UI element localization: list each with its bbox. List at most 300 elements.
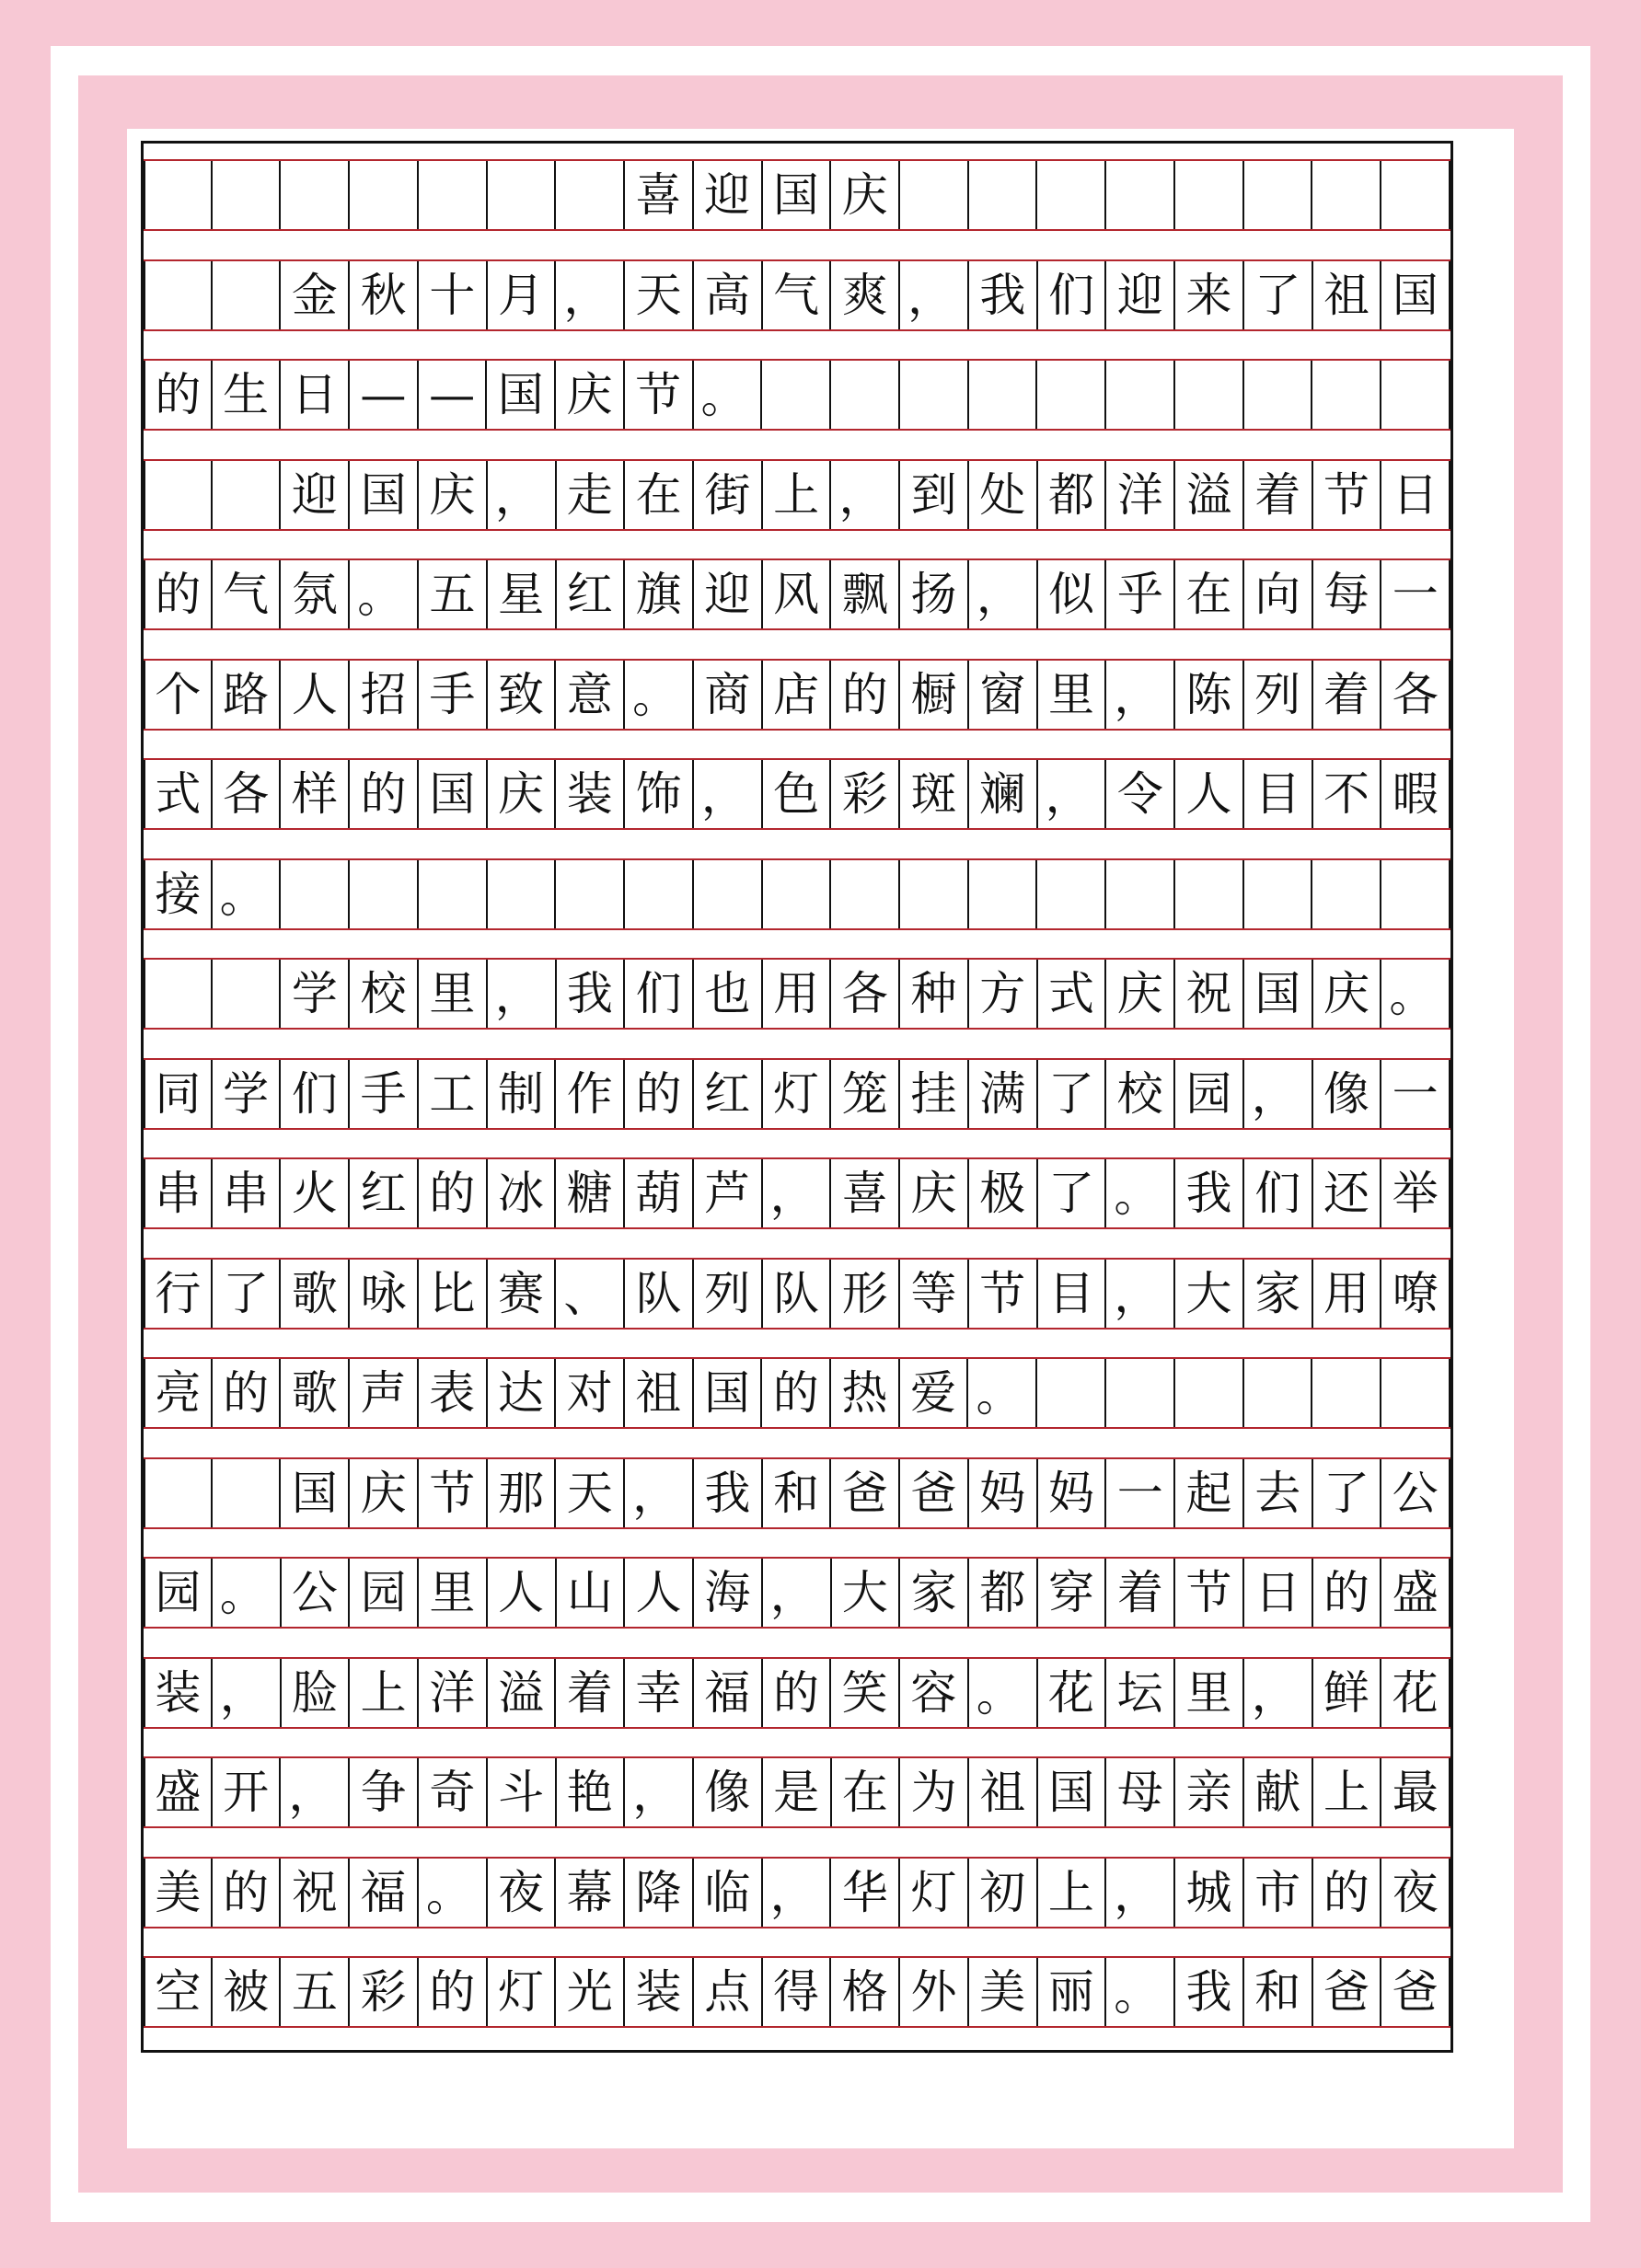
grid-cell: 生	[213, 361, 282, 429]
grid-cell: 在	[832, 1758, 901, 1826]
grid-cell: 。	[968, 1359, 1037, 1427]
grid-cell: 行	[144, 1260, 213, 1328]
grid-cell: 招	[350, 661, 419, 729]
grid-cell: 像	[694, 1758, 763, 1826]
grid-cell: —	[350, 361, 419, 429]
grid-cell	[213, 161, 282, 229]
grid-cell: 灯	[488, 1958, 557, 2026]
grid-cell: 制	[488, 1060, 557, 1128]
grid-cell: 彩	[831, 760, 900, 828]
grid-cell: 初	[969, 1859, 1038, 1927]
grid-cell: 装	[144, 1659, 213, 1727]
grid-cell: 祖	[969, 1758, 1038, 1826]
grid-cell: 上	[763, 461, 832, 529]
grid-cell: ，	[763, 1559, 832, 1627]
grid-cell: 山	[557, 1559, 626, 1627]
grid-cell: 美	[969, 1958, 1038, 2026]
grid-cell: 着	[556, 1659, 625, 1727]
grid-row	[144, 659, 1450, 731]
grid-cell: 斑	[900, 760, 969, 828]
grid-cell: 夜	[488, 1859, 557, 1927]
grid-cell: 了	[1244, 261, 1313, 329]
grid-cell: 脸	[282, 1659, 351, 1727]
grid-cell: 起	[1175, 1459, 1244, 1527]
grid-cell: 最	[1381, 1758, 1450, 1826]
grid-cell: 笼	[831, 1060, 900, 1128]
grid-cell: 庆	[1313, 960, 1382, 1028]
grid-cell: 天	[625, 261, 694, 329]
grid-cell	[144, 1459, 213, 1527]
grid-cell: 和	[763, 1459, 832, 1527]
grid-cell: 开	[213, 1758, 282, 1826]
grid-composition-sheet	[141, 141, 1453, 2053]
grid-cell: 。	[1106, 1159, 1175, 1227]
grid-cell: 大	[832, 1559, 901, 1627]
grid-cell: 赛	[488, 1260, 557, 1328]
grid-cell	[1381, 161, 1450, 229]
grid-cell: 式	[1038, 960, 1107, 1028]
grid-cell: 灯	[763, 1060, 832, 1128]
grid-cell: 还	[1313, 1159, 1382, 1227]
grid-cell: 花	[1381, 1659, 1450, 1727]
grid-cell	[1037, 361, 1106, 429]
grid-cell: 星	[488, 560, 557, 628]
grid-cell: 节	[419, 1459, 488, 1527]
grid-cell: 去	[1244, 1459, 1313, 1527]
grid-cell: 人	[281, 661, 350, 729]
grid-row	[144, 1357, 1450, 1429]
grid-cell	[762, 361, 831, 429]
grid-cell: 各	[831, 960, 900, 1028]
grid-cell: 队	[625, 1260, 694, 1328]
grid-cell: 庆	[556, 361, 625, 429]
grid-cell: ，	[1244, 1659, 1313, 1727]
grid-cell: 庆	[1106, 960, 1175, 1028]
grid-cell: 每	[1313, 560, 1382, 628]
grid-cell: 亲	[1175, 1758, 1244, 1826]
grid-cell: 了	[1038, 1060, 1107, 1128]
grid-cell: 的	[144, 560, 213, 628]
grid-cell: 的	[144, 361, 213, 429]
grid-cell: 表	[419, 1359, 488, 1427]
grid-cell: ，	[625, 1459, 694, 1527]
grid-cell: ，	[213, 1659, 282, 1727]
grid-cell: 秋	[350, 261, 419, 329]
grid-cell: ，	[900, 261, 969, 329]
grid-cell: ，	[1106, 1859, 1175, 1927]
grid-cell: 喜	[625, 161, 694, 229]
grid-cell: 校	[1106, 1060, 1175, 1128]
grid-cell: 爱	[900, 1359, 969, 1427]
grid-cell: 暇	[1381, 760, 1450, 828]
grid-cell: 着	[1313, 661, 1382, 729]
grid-cell	[969, 361, 1038, 429]
grid-cell: 歌	[281, 1359, 350, 1427]
grid-cell: 的	[762, 1359, 831, 1427]
grid-cell: 不	[1313, 760, 1382, 828]
grid-cell: 祝	[281, 1859, 350, 1927]
grid-cell: 。	[213, 860, 282, 928]
grid-cell: 都	[969, 1559, 1038, 1627]
grid-cell: ，	[556, 261, 625, 329]
grid-cell	[144, 960, 213, 1028]
grid-cell: 们	[281, 1060, 350, 1128]
grid-cell: 国	[1244, 960, 1313, 1028]
grid-cell: 上	[1313, 1758, 1382, 1826]
grid-cell: 令	[1106, 760, 1175, 828]
grid-cell: 那	[488, 1459, 557, 1527]
grid-cell	[1244, 161, 1313, 229]
grid-cell: 里	[1038, 661, 1107, 729]
grid-cell: 意	[556, 661, 625, 729]
grid-cell: 的	[763, 1659, 832, 1727]
grid-cell: 处	[969, 461, 1038, 529]
grid-cell: 路	[213, 661, 282, 729]
grid-cell: 着	[1106, 1559, 1175, 1627]
grid-cell: 似	[1038, 560, 1107, 628]
grid-cell: 来	[1175, 261, 1244, 329]
grid-cell: 的	[1313, 1859, 1382, 1927]
grid-cell	[1381, 860, 1450, 928]
grid-cell: 红	[350, 1159, 419, 1227]
grid-cell: 的	[419, 1958, 488, 2026]
grid-cell: 临	[694, 1859, 763, 1927]
grid-cell: 橱	[900, 661, 969, 729]
grid-cell: 种	[900, 960, 969, 1028]
grid-cell	[350, 161, 419, 229]
grid-cell: 的	[419, 1159, 488, 1227]
grid-row	[144, 858, 1450, 930]
grid-cell: 旗	[625, 560, 694, 628]
grid-row	[144, 1157, 1450, 1229]
grid-cell: 公	[1381, 1459, 1450, 1527]
grid-cell	[969, 161, 1038, 229]
grid-row	[144, 758, 1450, 830]
grid-cell: 我	[694, 1459, 763, 1527]
grid-cell: 大	[1175, 1260, 1244, 1328]
grid-cell	[1312, 860, 1381, 928]
grid-row	[144, 958, 1450, 1030]
grid-cell: 式	[144, 760, 213, 828]
grid-cell: 极	[969, 1159, 1038, 1227]
grid-cell: 国	[763, 161, 832, 229]
grid-cell: 我	[1175, 1958, 1244, 2026]
grid-cell: 祖	[1313, 261, 1382, 329]
grid-cell: 国	[419, 760, 488, 828]
grid-cell	[1312, 361, 1381, 429]
grid-cell: 目	[1038, 1260, 1107, 1328]
grid-cell: 人	[488, 1559, 557, 1627]
grid-cell: 们	[1244, 1159, 1313, 1227]
grid-cell: 灯	[900, 1859, 969, 1927]
grid-cell: 满	[969, 1060, 1038, 1128]
grid-cell: 达	[488, 1359, 557, 1427]
grid-cell: 是	[763, 1758, 832, 1826]
grid-cell	[144, 461, 213, 529]
grid-cell: 母	[1106, 1758, 1175, 1826]
grid-cell: 市	[1244, 1859, 1313, 1927]
grid-cell: 迎	[694, 560, 763, 628]
grid-cell: 祝	[1175, 960, 1244, 1028]
grid-cell: 芦	[694, 1159, 763, 1227]
grid-cell: 节	[969, 1260, 1038, 1328]
grid-cell: 乎	[1106, 560, 1175, 628]
grid-cell: 爽	[831, 261, 900, 329]
grid-cell: 和	[1244, 1958, 1313, 2026]
grid-cell: —	[419, 361, 488, 429]
grid-cell: 学	[281, 960, 350, 1028]
grid-cell: 街	[694, 461, 763, 529]
grid-cell: 饰	[625, 760, 694, 828]
grid-cell: 学	[213, 1060, 282, 1128]
grid-cell: 到	[900, 461, 969, 529]
grid-cell: 溢	[488, 1659, 557, 1727]
grid-cell: 迎	[694, 161, 763, 229]
grid-cell: 用	[1313, 1260, 1382, 1328]
grid-cell: 了	[1038, 1159, 1107, 1227]
grid-cell: ，	[1106, 661, 1175, 729]
grid-cell: ，	[488, 960, 557, 1028]
grid-cell: 点	[694, 1958, 763, 2026]
grid-cell: 我	[1175, 1159, 1244, 1227]
grid-cell: 穿	[1038, 1559, 1107, 1627]
grid-cell: 。	[1381, 960, 1450, 1028]
grid-cell: 斓	[969, 760, 1038, 828]
grid-cell: 冰	[488, 1159, 557, 1227]
grid-cell	[1037, 860, 1106, 928]
grid-cell	[1106, 1359, 1175, 1427]
grid-cell: 我	[557, 960, 626, 1028]
grid-cell: 陈	[1175, 661, 1244, 729]
grid-cell: 向	[1244, 560, 1313, 628]
grid-cell: 装	[625, 1958, 694, 2026]
grid-row	[144, 1657, 1450, 1729]
grid-row	[144, 558, 1450, 630]
grid-cell: 气	[213, 560, 282, 628]
grid-cell: ，	[625, 1758, 694, 1826]
grid-cell	[488, 161, 557, 229]
grid-cell: 盛	[144, 1758, 213, 1826]
grid-row	[144, 159, 1450, 231]
grid-row	[144, 1756, 1450, 1828]
grid-cell: 着	[1244, 461, 1313, 529]
grid-cell: 为	[900, 1758, 969, 1826]
grid-cell: 。	[969, 1659, 1038, 1727]
grid-cell: 国	[694, 1359, 763, 1427]
grid-cell: 节	[1175, 1559, 1244, 1627]
grid-cell	[556, 860, 625, 928]
grid-cell: 像	[1313, 1060, 1382, 1128]
grid-cell	[1106, 161, 1175, 229]
grid-cell: 降	[625, 1859, 694, 1927]
grid-cell: 美	[144, 1859, 213, 1927]
grid-cell: 队	[763, 1260, 832, 1328]
grid-cell: 空	[144, 1958, 213, 2026]
grid-cell: 天	[556, 1459, 625, 1527]
grid-cell: ，	[1244, 1060, 1313, 1128]
grid-cell	[213, 461, 282, 529]
grid-cell: 庆	[831, 161, 900, 229]
grid-cell: 金	[281, 261, 350, 329]
grid-cell: 高	[694, 261, 763, 329]
grid-cell	[213, 960, 282, 1028]
grid-cell: 红	[694, 1060, 763, 1128]
grid-cell: 溢	[1175, 461, 1244, 529]
grid-cell: 争	[350, 1758, 419, 1826]
grid-cell: 人	[625, 1559, 694, 1627]
grid-cell: 盛	[1381, 1559, 1450, 1627]
grid-cell	[831, 361, 900, 429]
grid-cell: 在	[1175, 560, 1244, 628]
grid-cell	[1106, 860, 1175, 928]
grid-cell: ，	[969, 560, 1038, 628]
grid-cell: 彩	[350, 1958, 419, 2026]
grid-cell: 城	[1175, 1859, 1244, 1927]
grid-cell: 国	[487, 361, 556, 429]
grid-cell: 的	[831, 661, 900, 729]
grid-cell: 一	[1381, 1060, 1450, 1128]
grid-cell: 走	[557, 461, 626, 529]
grid-cell: 幕	[556, 1859, 625, 1927]
grid-cell: 斗	[488, 1758, 557, 1826]
grid-cell: 上	[350, 1659, 419, 1727]
grid-cell	[213, 1459, 282, 1527]
grid-cell: 咏	[350, 1260, 419, 1328]
grid-cell: 校	[350, 960, 419, 1028]
grid-cell: 五	[281, 1958, 350, 2026]
grid-cell: 糖	[556, 1159, 625, 1227]
grid-cell: 外	[900, 1958, 969, 2026]
grid-cell: 比	[419, 1260, 488, 1328]
grid-cell: 里	[419, 960, 488, 1028]
grid-cell: 葫	[625, 1159, 694, 1227]
grid-cell: 家	[900, 1559, 969, 1627]
grid-cell: 接	[144, 860, 213, 928]
grid-cell	[1175, 1359, 1244, 1427]
grid-cell: 国	[1038, 1758, 1107, 1826]
grid-cell	[281, 860, 350, 928]
grid-cell: 形	[831, 1260, 900, 1328]
grid-cell: 作	[556, 1060, 625, 1128]
grid-cell: 艳	[557, 1758, 626, 1826]
grid-cell	[831, 860, 900, 928]
grid-cell: ，	[281, 1758, 350, 1826]
grid-cell: 海	[694, 1559, 763, 1627]
grid-cell: 在	[625, 461, 694, 529]
grid-row	[144, 359, 1450, 431]
grid-cell: 、	[556, 1260, 625, 1328]
grid-row	[144, 259, 1450, 331]
grid-cell: ，	[1106, 1260, 1175, 1328]
grid-cell: 人	[1175, 760, 1244, 828]
grid-cell: 嘹	[1381, 1260, 1450, 1328]
grid-cell: 庆	[488, 760, 557, 828]
grid-row	[144, 1956, 1450, 2028]
grid-cell	[419, 860, 488, 928]
grid-cell: 上	[1038, 1859, 1107, 1927]
grid-cell	[281, 161, 350, 229]
grid-cell	[1244, 1359, 1313, 1427]
grid-cell: 的	[350, 760, 419, 828]
grid-cell: 店	[763, 661, 832, 729]
grid-cell	[1175, 161, 1244, 229]
grid-cell: 。	[625, 661, 694, 729]
grid-cell: 的	[625, 1060, 694, 1128]
grid-cell: 目	[1244, 760, 1313, 828]
grid-cell: 庆	[419, 461, 488, 529]
grid-cell: 挂	[900, 1060, 969, 1128]
grid-cell: 奇	[419, 1758, 488, 1826]
grid-cell	[488, 860, 557, 928]
grid-cell: 被	[213, 1958, 282, 2026]
grid-cell	[1106, 361, 1175, 429]
grid-cell: 装	[556, 760, 625, 828]
grid-cell: 氛	[281, 560, 350, 628]
grid-row	[144, 1457, 1450, 1529]
grid-cell: 同	[144, 1060, 213, 1128]
grid-cell: 商	[694, 661, 763, 729]
grid-cell: 日	[1244, 1559, 1313, 1627]
grid-cell: 迎	[281, 461, 350, 529]
grid-cell: 家	[1244, 1260, 1313, 1328]
grid-cell: ，	[763, 1159, 832, 1227]
grid-cell: 洋	[419, 1659, 488, 1727]
grid-cell: 火	[281, 1159, 350, 1227]
grid-cell: 个	[144, 661, 213, 729]
grid-cell: 节	[625, 361, 694, 429]
grid-cell: 坛	[1106, 1659, 1175, 1727]
grid-cell: 飘	[831, 560, 900, 628]
grid-cell: 扬	[900, 560, 969, 628]
grid-cell: 洋	[1106, 461, 1175, 529]
grid-cell: 幸	[625, 1659, 694, 1727]
grid-cell	[213, 261, 282, 329]
grid-cell: 夜	[1381, 1859, 1450, 1927]
grid-cell: 气	[763, 261, 832, 329]
grid-cell: 光	[556, 1958, 625, 2026]
grid-cell: 爸	[900, 1459, 969, 1527]
grid-cell: 喜	[831, 1159, 900, 1227]
grid-cell: 的	[1313, 1559, 1382, 1627]
grid-cell: 福	[350, 1859, 419, 1927]
grid-cell	[1244, 860, 1313, 928]
grid-cell: 国	[350, 461, 419, 529]
grid-cell: 手	[350, 1060, 419, 1128]
grid-row	[144, 459, 1450, 531]
grid-cell: 的	[213, 1359, 282, 1427]
grid-cell: 们	[1038, 261, 1107, 329]
grid-cell: 。	[694, 361, 763, 429]
grid-cell: 方	[969, 960, 1038, 1028]
grid-cell: 格	[831, 1958, 900, 2026]
grid-cell: 日	[1381, 461, 1450, 529]
grid-cell	[1381, 361, 1450, 429]
grid-cell: 园	[350, 1559, 419, 1627]
grid-cell	[1244, 361, 1313, 429]
grid-cell	[144, 161, 213, 229]
grid-cell	[1037, 1359, 1106, 1427]
grid-cell: 列	[1244, 661, 1313, 729]
grid-cell: 色	[763, 760, 832, 828]
grid-cell: 公	[282, 1559, 351, 1627]
grid-cell: 华	[831, 1859, 900, 1927]
grid-cell	[900, 860, 969, 928]
grid-cell: 窗	[969, 661, 1038, 729]
grid-cell: 也	[694, 960, 763, 1028]
grid-cell: 。	[213, 1559, 282, 1627]
grid-cell: 节	[1313, 461, 1382, 529]
grid-cell: 风	[763, 560, 832, 628]
